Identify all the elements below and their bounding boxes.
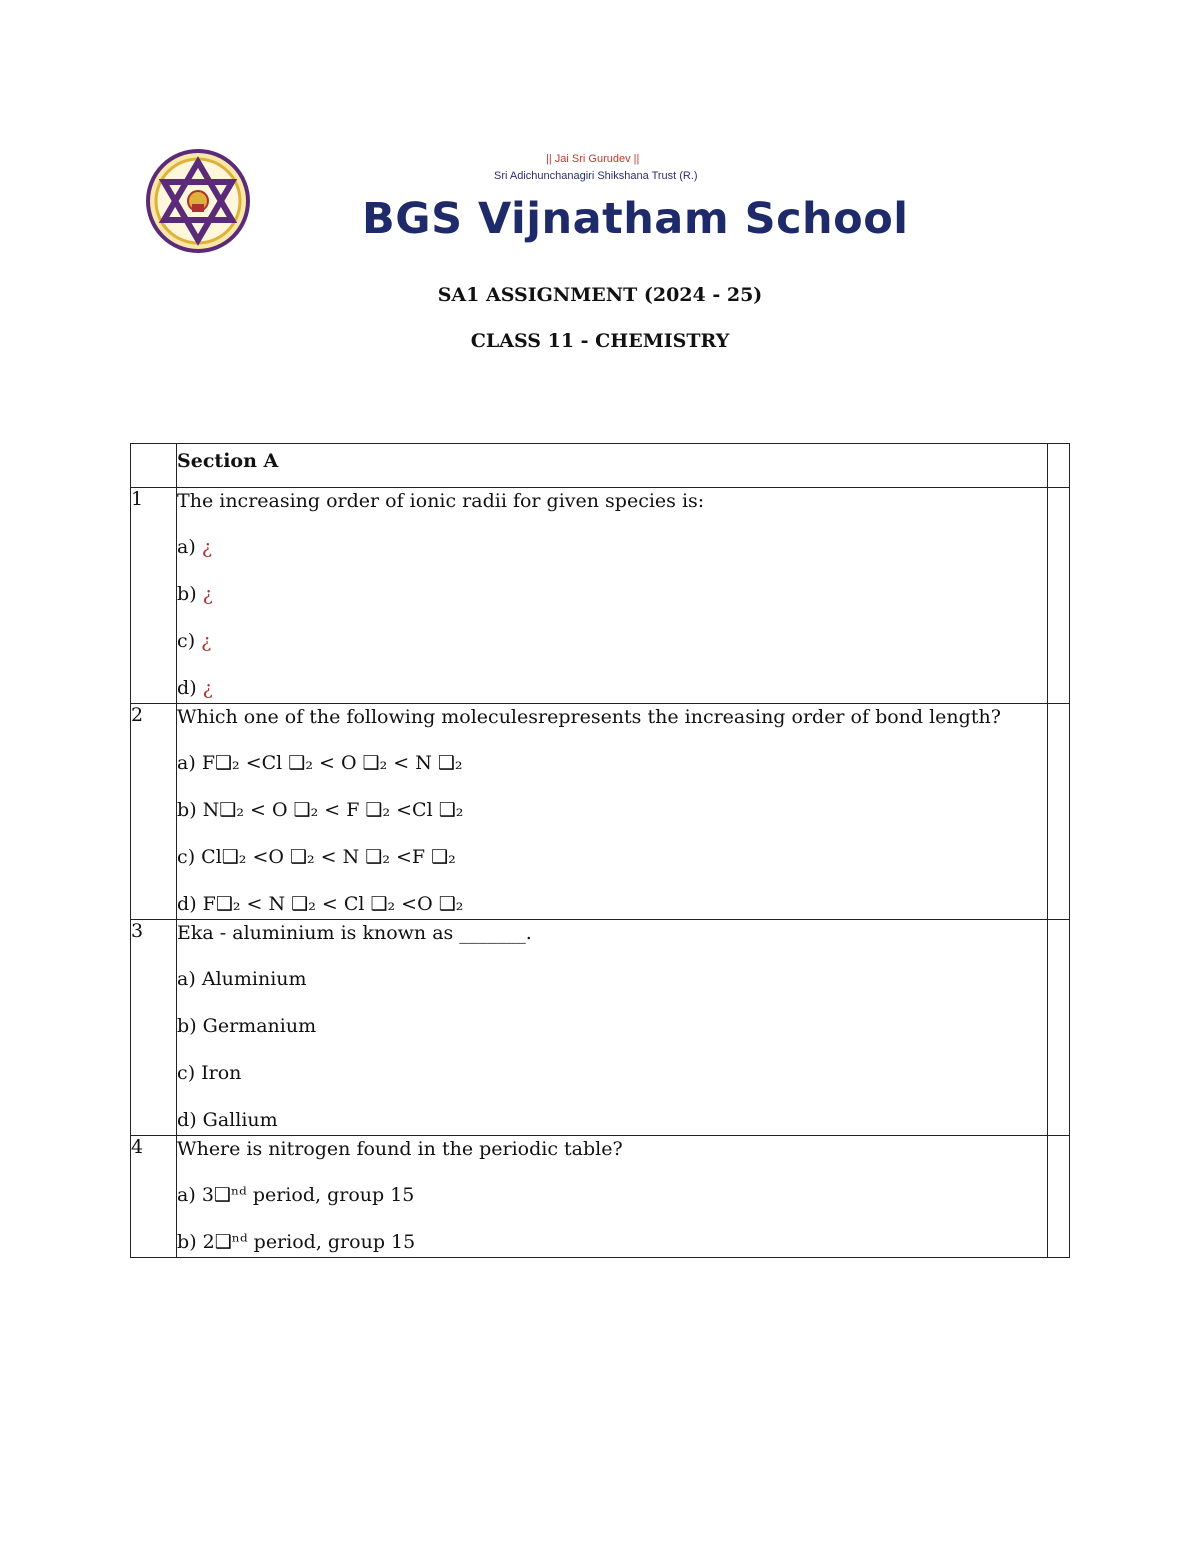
option-d: d) ¿ [177, 677, 213, 699]
option-c: c) Iron [177, 1062, 242, 1084]
empty-cell [1047, 920, 1069, 1136]
class-title: CLASS 11 - CHEMISTRY [470, 330, 730, 352]
empty-cell [1047, 488, 1069, 704]
option-c: c) Cl❑₂ <O ❑₂ < N ❑₂ <F ❑₂ [177, 846, 456, 868]
option-a: a) F❑₂ <Cl ❑₂ < O ❑₂ < N ❑₂ [177, 752, 463, 774]
question-number: 3 [131, 920, 177, 1136]
option-d: d) F❑₂ < N ❑₂ < Cl ❑₂ <O ❑₂ [177, 893, 464, 915]
question-number: 4 [131, 1136, 177, 1258]
document-header [0, 0, 1200, 270]
question-text: Which one of the following moleculesrepresents the increasing order of bond length? [177, 706, 1001, 728]
question-row [131, 488, 1070, 704]
section-cell [177, 444, 1048, 488]
assignment-title: SA1 ASSIGNMENT (2024 - 25) [437, 284, 763, 306]
option-c: c) ¿ [177, 630, 212, 652]
option-b: b) ¿ [177, 583, 213, 605]
option-b: b) N❑₂ < O ❑₂ < F ❑₂ <Cl ❑₂ [177, 799, 464, 821]
section-header-row [131, 444, 1070, 488]
blessing-text: || Jai Sri Gurudev || [546, 153, 640, 165]
option-b: b) 2❑ⁿᵈ period, group 15 [177, 1231, 416, 1253]
empty-cell [1047, 1136, 1069, 1258]
question-text: Where is nitrogen found in the periodic table? [177, 1138, 623, 1160]
question-text: Eka - aluminium is known as _______. [177, 922, 532, 944]
empty-cell [1047, 704, 1069, 920]
question-text: The increasing order of ionic radii for given species is: [177, 490, 705, 512]
question-body [177, 920, 1048, 1136]
question-number: 2 [131, 704, 177, 920]
school-name: BGS Vijnatham School [362, 194, 909, 244]
question-row [131, 1136, 1070, 1258]
question-body [177, 1136, 1048, 1258]
question-row [131, 920, 1070, 1136]
question-body [177, 704, 1048, 920]
section-label: Section A [177, 450, 279, 472]
option-a: a) Aluminium [177, 968, 307, 990]
trust-name: Sri Adichunchanagiri Shikshana Trust (R.) [494, 170, 698, 182]
question-body [177, 488, 1048, 704]
question-number: 1 [131, 488, 177, 704]
question-row [131, 704, 1070, 920]
option-a: a) 3❑ⁿᵈ period, group 15 [177, 1184, 415, 1206]
option-a: a) ¿ [177, 536, 213, 558]
empty-cell [131, 444, 177, 488]
empty-cell [1047, 444, 1069, 488]
option-d: d) Gallium [177, 1109, 278, 1131]
school-logo-emblem [146, 148, 250, 254]
questions-table [130, 443, 1070, 1258]
option-b: b) Germanium [177, 1015, 317, 1037]
